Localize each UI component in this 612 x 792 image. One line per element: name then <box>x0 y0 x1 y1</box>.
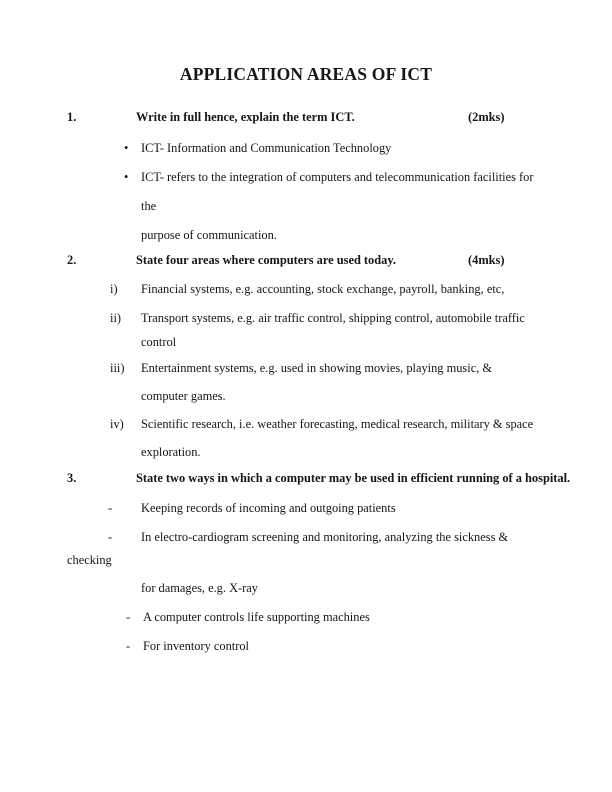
answer-continuation-line: exploration. <box>141 445 201 459</box>
answer-line: Financial systems, e.g. accounting, stock exchange, payroll, banking, etc, <box>141 282 505 296</box>
answer-line: In electro-cardiogram screening and monitoring, analyzing the sickness & <box>141 530 509 544</box>
question-number-1: 1. <box>67 110 77 124</box>
list-marker: i) <box>110 282 118 296</box>
answer-line: A computer controls life supporting machines <box>143 610 370 624</box>
question-marks-1: (2mks) <box>468 110 505 124</box>
question-marks-2: (4mks) <box>468 253 505 267</box>
answer-line: ICT- refers to the integration of computers and telecommunication facilities for <box>141 170 534 184</box>
answer-continuation-line: for damages, e.g. X-ray <box>141 581 258 595</box>
answer-line: Transport systems, e.g. air traffic control, shipping control, automobile traffic <box>141 311 525 325</box>
answer-continuation-line: the <box>141 199 157 213</box>
answer-line: For inventory control <box>143 639 249 653</box>
list-marker: - <box>126 639 131 653</box>
answer-line: Keeping records of incoming and outgoing patients <box>141 501 396 515</box>
answer-continuation-line: purpose of communication. <box>141 228 277 242</box>
list-marker: iv) <box>110 417 124 431</box>
page-title: APPLICATION AREAS OF ICT <box>179 64 433 84</box>
bullet-icon: • <box>124 170 129 184</box>
answer-continuation-line: checking <box>67 553 112 567</box>
bullet-icon: • <box>124 141 129 155</box>
answer-continuation-line: control <box>141 335 177 349</box>
question-number-2: 2. <box>67 253 77 267</box>
question-prompt-3: State two ways in which a computer may be used in efficient running of a hospital. <box>136 471 571 485</box>
answer-continuation-line: computer games. <box>141 389 226 403</box>
list-marker: ii) <box>110 311 122 325</box>
answer-line: Entertainment systems, e.g. used in showing movies, playing music, & <box>141 361 493 375</box>
answer-line: Scientific research, i.e. weather forecasting, medical research, military & space <box>141 417 534 431</box>
list-marker: - <box>126 610 131 624</box>
list-marker: - <box>108 501 113 515</box>
list-marker: iii) <box>110 361 125 375</box>
list-marker: - <box>108 530 113 544</box>
question-number-3: 3. <box>67 471 77 485</box>
question-prompt-2: State four areas where computers are used today. <box>136 253 396 267</box>
question-prompt-1: Write in full hence, explain the term ICT. <box>136 110 355 124</box>
answer-line: ICT- Information and Communication Technology <box>141 141 392 155</box>
